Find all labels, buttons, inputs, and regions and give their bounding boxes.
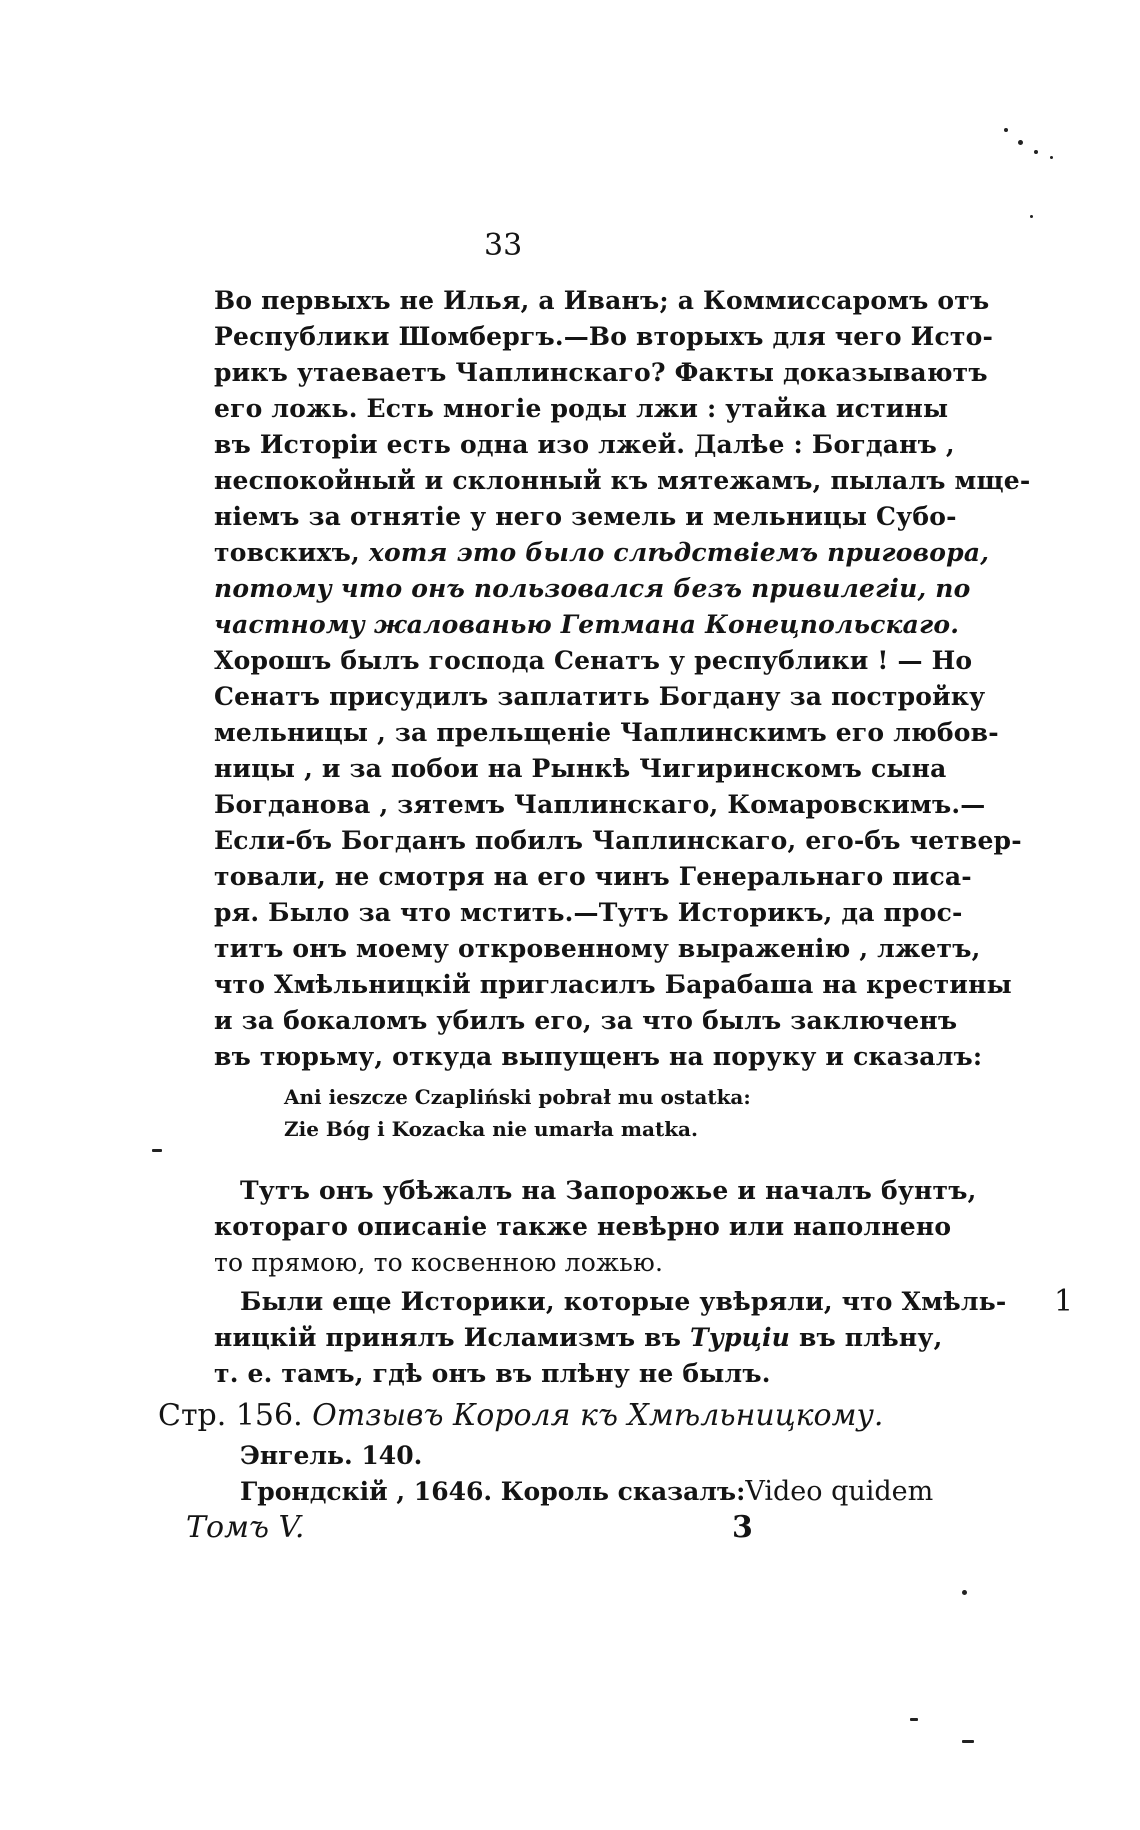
text-line: Тутъ онъ убѣжалъ на Запорожье и началъ бунтъ, <box>240 1176 977 1205</box>
text-line: его ложь. Есть многіе роды лжи : утайка истины <box>214 394 949 423</box>
text-normal: въ плѣну, <box>798 1323 943 1352</box>
text-line: Если-бъ Богданъ побилъ Чаплинскаго, его-бъ четвер- <box>214 826 1022 855</box>
margin-mark: 1 <box>1054 1284 1074 1319</box>
text-line: Богданова , зятемъ Чаплинскаго, Комаровскимъ.— <box>214 790 986 819</box>
text-line: мельницы , за прельщеніе Чаплинскимъ его любов- <box>214 718 999 747</box>
text-normal: ницкій принялъ Исламизмъ въ <box>214 1323 682 1352</box>
text-line: ницы , и за побои на Рынкѣ Чигиринскомъ сына <box>214 754 947 783</box>
text-line: то прямою, то косвенною ложью. <box>214 1248 664 1277</box>
text-line-italic: частному жалованью Гетмана Конецпольскаго. <box>214 610 960 639</box>
text-line: товали, не смотря на его чинъ Генеральнаго писа- <box>214 862 972 891</box>
scan-speck <box>1034 150 1038 154</box>
scan-speck <box>1004 128 1008 132</box>
citation-engel: Энгель. 140. <box>240 1441 423 1470</box>
text-line-italic: потому что онъ пользовался безъ привилегіи, по <box>214 574 971 603</box>
text-line: титъ онъ моему откровенному выраженію , лжетъ, <box>214 934 981 963</box>
reference-title: Отзывъ Короля къ Хмѣльницкому. <box>312 1398 884 1433</box>
text-line-mixed <box>214 535 990 571</box>
scan-speck <box>1018 140 1023 145</box>
text-line: ря. Было за что мстить.—Тутъ Историкъ, да прос- <box>214 898 963 927</box>
reference-prefix: Стр. 156. <box>158 1398 303 1433</box>
scan-speck <box>962 1590 967 1595</box>
text-line: котораго описаніе также невѣрно или наполнено <box>214 1212 952 1241</box>
citation-grondski-left: Грондскій , 1646. Король сказалъ: <box>240 1477 746 1506</box>
text-line: т. е. тамъ, гдѣ онъ въ плѣну не былъ. <box>214 1359 771 1388</box>
signature-mark: 3 <box>732 1510 753 1545</box>
text-line: Хорошъ былъ господа Сенатъ у республики ! — Но <box>214 646 973 675</box>
text-line: Республики Шомбергъ.—Во вторыхъ для чего Исто- <box>214 322 994 351</box>
text-line: неспокойный и склонный къ мятежамъ, пылалъ мще- <box>214 466 1031 495</box>
scan-speck <box>962 1740 974 1743</box>
text-italic: Турціи <box>690 1323 791 1352</box>
verse-line: Zie Bóg i Kozacka nie umarła matka. <box>284 1117 698 1141</box>
text-line: ніемъ за отнятіе у него земель и мельницы Субо- <box>214 502 957 531</box>
volume-label: Томъ V. <box>186 1510 305 1545</box>
text-line: что Хмѣльницкій пригласилъ Барабаша на крестины <box>214 970 1012 999</box>
scan-speck <box>152 1149 162 1152</box>
text-line: и за бокаломъ убилъ его, за что былъ заключенъ <box>214 1006 958 1035</box>
text-line: Сенатъ присудилъ заплатить Богдану за постройку <box>214 682 986 711</box>
text-line: рикъ утаеваетъ Чаплинскаго? Факты доказываютъ <box>214 358 988 387</box>
verse-line: Ani ieszcze Czapliński pobrał mu ostatka: <box>284 1085 751 1109</box>
text-italic: хотя это было слѣдствіемъ приговора, <box>368 538 990 567</box>
scan-speck <box>910 1718 918 1721</box>
text-line: въ тюрьму, откуда выпущенъ на поруку и сказалъ: <box>214 1042 983 1071</box>
page-number: 33 <box>484 228 523 263</box>
citation-grondski <box>240 1474 934 1510</box>
text-line: въ Исторіи есть одна изо лжей. Далѣе : Богданъ , <box>214 430 955 459</box>
text-line: Были еще Историки, которые увѣряли, что Хмѣль- <box>240 1287 1007 1316</box>
reference-line <box>158 1396 883 1436</box>
text-line-mixed <box>214 1320 943 1356</box>
text-line: Во первыхъ не Илья, а Иванъ; а Коммиссаромъ отъ <box>214 286 990 315</box>
scan-speck <box>1050 156 1053 159</box>
text-normal: товскихъ, <box>214 538 360 567</box>
citation-grondski-right: Video quidem <box>745 1476 934 1507</box>
scan-speck <box>1030 215 1033 218</box>
